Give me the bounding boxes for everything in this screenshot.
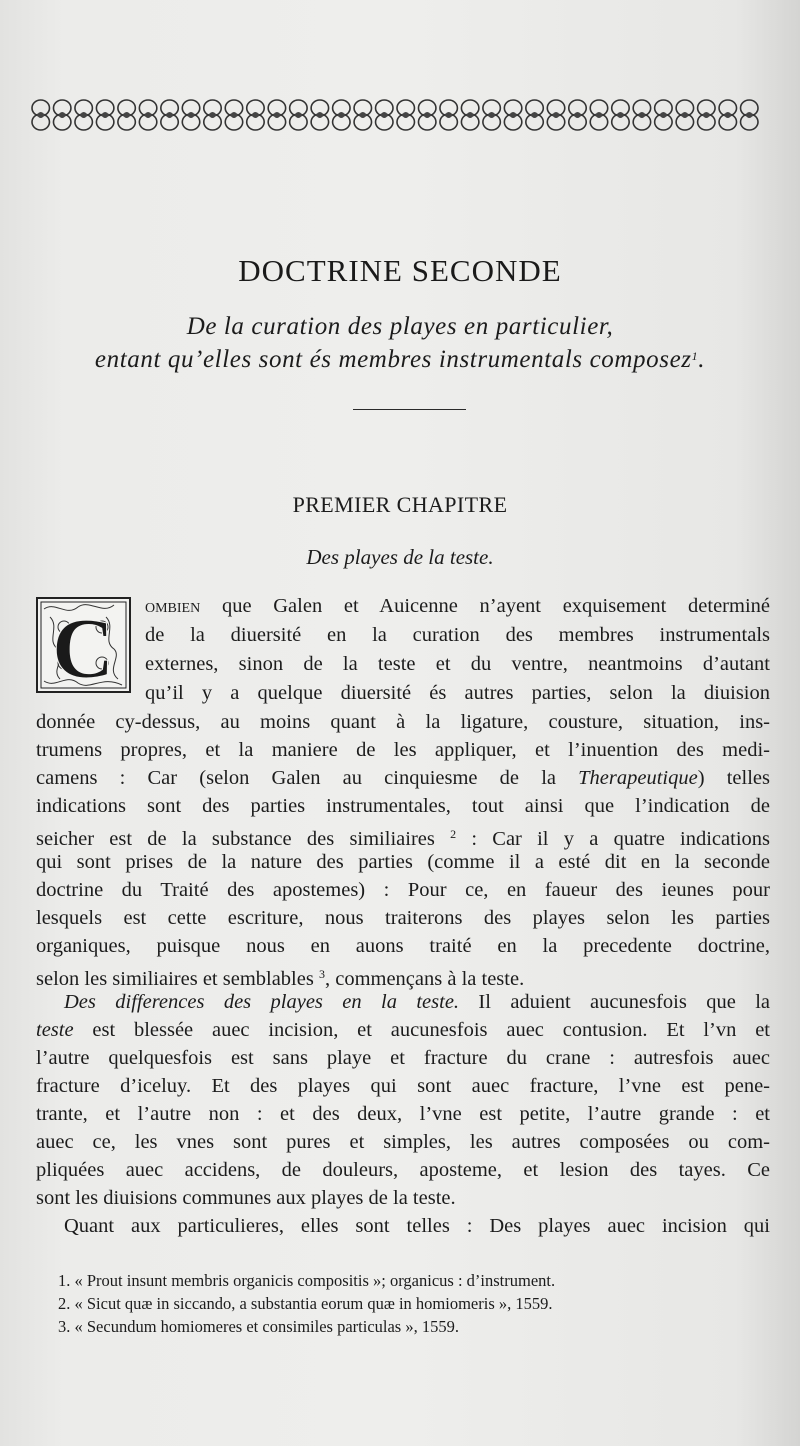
ornament-motif bbox=[483, 100, 500, 130]
ornament-motif bbox=[418, 100, 435, 130]
ornament-motif bbox=[182, 100, 199, 130]
ornament-motif bbox=[676, 100, 693, 130]
ornament-motif bbox=[354, 100, 371, 130]
ornament-motif bbox=[612, 100, 629, 130]
text-line: seicher est de la substance des similiaires $^2$ : Car il y a quatre indications bbox=[36, 827, 771, 850]
text-line: l’autre quelquesfois est sans playe et fracture du crane : autresfois auec bbox=[36, 1047, 770, 1069]
text-line: indications sont des parties instrumentales, tout ainsi que l’indication de bbox=[36, 795, 770, 817]
text-line: ombien que Galen et Auicenne n’ayent exquisement determiné bbox=[145, 595, 770, 617]
text-line: teste est blessée auec incision, et aucunesfois auec contusion. Et l’vn et bbox=[36, 1019, 770, 1041]
ornamental-band bbox=[30, 96, 760, 134]
footnote-3: 3. « Secundum homiomeres et consimiles particulas », 1559. bbox=[58, 1317, 459, 1336]
footnote-ref-3: 3 bbox=[318, 967, 325, 981]
ornament-motif bbox=[118, 100, 135, 130]
ornament-motif bbox=[53, 100, 70, 130]
text-line: trante, et l’autre non : et des deux, l’vne est petite, l’autre grande : et bbox=[36, 1103, 770, 1125]
ornament-motif bbox=[698, 100, 715, 130]
ornament-motif bbox=[526, 100, 543, 130]
ornament-motif bbox=[311, 100, 328, 130]
ornament-motif bbox=[633, 100, 650, 130]
chapter-title: PREMIER CHAPITRE bbox=[292, 492, 508, 517]
text-line: fracture d’iceluy. Et des playes qui sont auec fracture, l’vne est pene- bbox=[36, 1075, 770, 1097]
text-line: camens : Car (selon Galen au cinquiesme de la Therapeutique) telles bbox=[36, 767, 770, 789]
ornament-motif bbox=[290, 100, 307, 130]
decorated-initial bbox=[36, 597, 131, 693]
doctrine-subtitle-line1: De la curation des playes en particulier, bbox=[186, 313, 614, 340]
footnote-ref-1: 1 bbox=[691, 349, 699, 363]
text-line: doctrine du Traité des apostemes) : Pour ce, en faueur des ieunes pour bbox=[36, 879, 770, 901]
text-line: Des differences des playes en la teste. Il aduient aucunesfois que la bbox=[64, 991, 770, 1013]
ornament-motif bbox=[504, 100, 521, 130]
text-line: donnée cy-dessus, au moins quant à la ligature, cousture, situation, ins- bbox=[36, 711, 770, 733]
ornament-motif bbox=[204, 100, 221, 130]
ornament-motif bbox=[461, 100, 478, 130]
ornament-motif bbox=[569, 100, 586, 130]
ornament-motif bbox=[96, 100, 113, 130]
ornament-motif bbox=[161, 100, 178, 130]
ornament-motif bbox=[32, 100, 49, 130]
ornament-motif bbox=[547, 100, 564, 130]
ornament-motif bbox=[247, 100, 264, 130]
ornament-motif bbox=[741, 100, 758, 130]
ornament-motif bbox=[225, 100, 242, 130]
ornament-motif bbox=[655, 100, 672, 130]
doctrine-title: DOCTRINE SECONDE bbox=[238, 253, 562, 288]
footnote-ref-2: 2 bbox=[450, 827, 457, 841]
ornament-motif bbox=[75, 100, 92, 130]
text-line: selon les similiaires et semblables $^3$, commençans à la teste. bbox=[36, 967, 525, 990]
text-line: organiques, puisque nous en auons traité en la precedente doctrine, bbox=[36, 935, 770, 957]
text-line: externes, sinon de la teste et du ventre, neantmoins d’autant bbox=[145, 653, 770, 675]
ornament-motif bbox=[376, 100, 393, 130]
chapter-subtitle: Des playes de la teste. bbox=[306, 545, 494, 569]
title-rule bbox=[353, 409, 466, 410]
text-line: auec ce, les vnes sont pures et simples, les autres composées ou com- bbox=[36, 1131, 770, 1153]
footnote-1: 1. « Prout insunt membris organicis compositis »; organicus : d’instrument. bbox=[58, 1271, 556, 1290]
text-line: de la diuersité en la curation des membres instrumentals bbox=[145, 624, 770, 646]
text-line: pliquées auec accidens, de douleurs, aposteme, et lesion des tayes. Ce bbox=[36, 1159, 770, 1181]
footnote-2: 2. « Sicut quæ in siccando, a substantia eorum quæ in homiomeris », 1559. bbox=[58, 1294, 553, 1313]
ornament-motif bbox=[590, 100, 607, 130]
ornament-motif bbox=[397, 100, 414, 130]
initial-letter: C bbox=[51, 600, 115, 693]
ornament-motif bbox=[440, 100, 457, 130]
ornament-motif bbox=[268, 100, 285, 130]
text-line: trumens propres, et la maniere de les appliquer, et l’inuention des medi- bbox=[36, 739, 770, 761]
doctrine-subtitle-line2: entant qu’elles sont és membres instrumentals composez$^1$. bbox=[94, 346, 706, 373]
ornament-motif bbox=[139, 100, 156, 130]
ornament-motif bbox=[719, 100, 736, 130]
ornament-motif bbox=[333, 100, 350, 130]
text-line: qu’il y a quelque diuersité és autres parties, selon la diuision bbox=[145, 682, 770, 704]
text-line: sont les diuisions communes aux playes de la teste. bbox=[36, 1187, 456, 1209]
text-line: qui sont prises de la nature des parties (comme il a esté dit en la seconde bbox=[36, 851, 770, 873]
text-line: Quant aux particulieres, elles sont telles : Des playes auec incision qui bbox=[64, 1215, 770, 1237]
text-line: lesquels est cette escriture, nous traiterons des playes selon les parties bbox=[36, 907, 770, 929]
